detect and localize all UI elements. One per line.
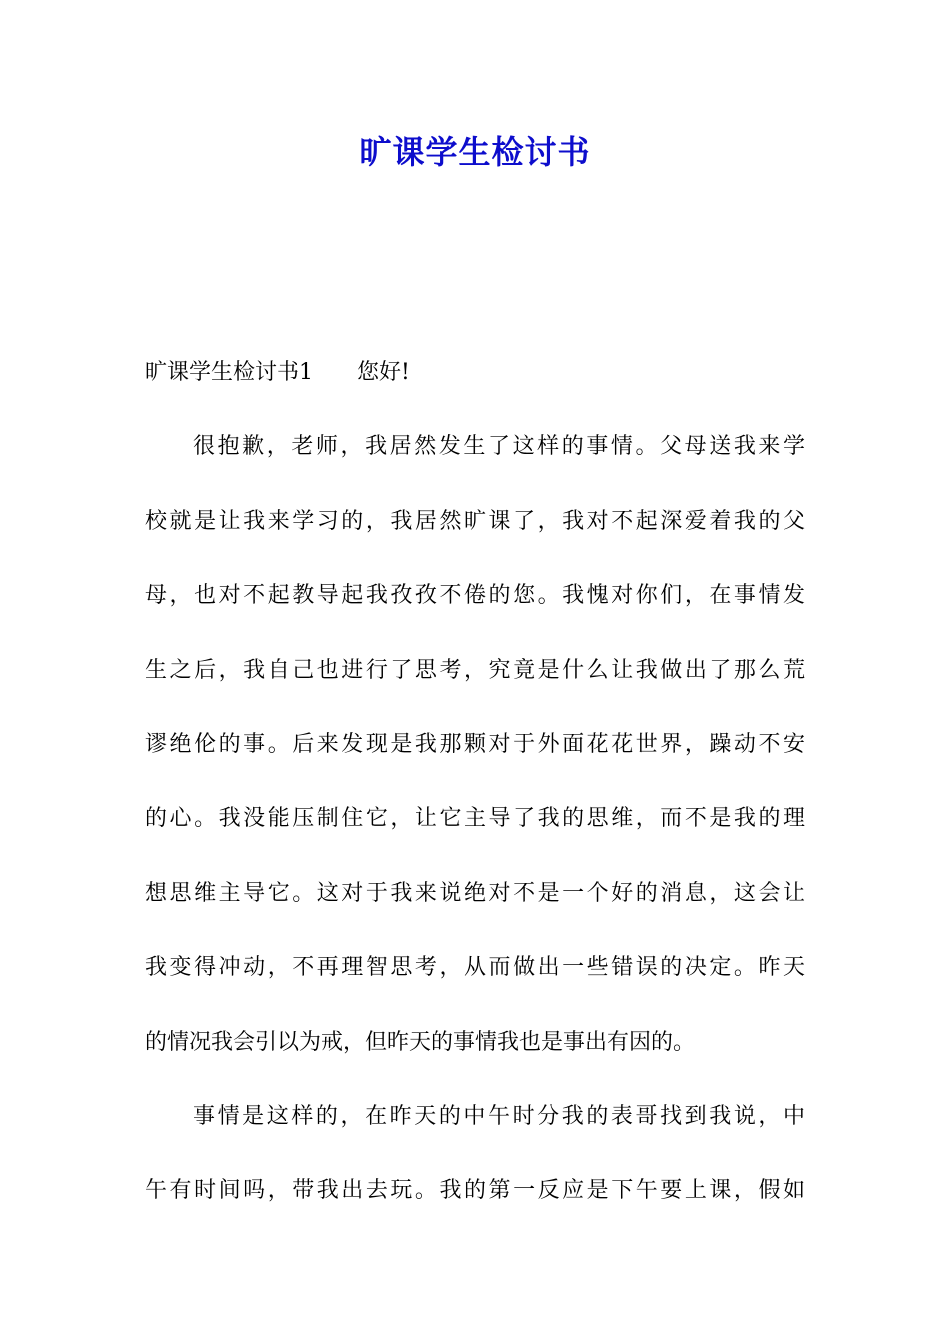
paragraph-line: 母，也对不起教导起我孜孜不倦的您。我愧对你们，在事情发 — [145, 583, 805, 609]
paragraph-line: 校就是让我来学习的，我居然旷课了，我对不起深爱着我的父 — [145, 508, 805, 534]
paragraph-1 — [145, 410, 805, 1080]
paragraph-line: 想思维主导它。这对于我来说绝对不是一个好的消息，这会让 — [145, 880, 805, 906]
heading-line — [145, 336, 805, 410]
paragraph-line: 我变得冲动，不再理智思考，从而做出一些错误的决定。昨天 — [145, 955, 805, 981]
paragraph-line: 午有时间吗，带我出去玩。我的第一反应是下午要上课，假如 — [145, 1178, 805, 1204]
greeting: 您好! — [357, 360, 410, 385]
paragraph-2 — [145, 1080, 805, 1229]
paragraph-line: 事情是这样的，在昨天的中午时分我的表哥找到我说，中 — [193, 1103, 805, 1129]
section-heading: 旷课学生检讨书1 — [145, 360, 313, 385]
paragraph-line: 的心。我没能压制住它，让它主导了我的思维，而不是我的理 — [145, 806, 805, 832]
paragraph-line: 谬绝伦的事。后来发现是我那颗对于外面花花世界，躁动不安 — [145, 731, 805, 757]
document-body — [145, 336, 805, 1229]
document-title: 旷课学生检讨书 — [359, 133, 591, 171]
paragraph-line: 的情况我会引以为戒，但昨天的事情我也是事出有因的。 — [145, 1029, 696, 1055]
paragraph-line: 很抱歉，老师，我居然发生了这样的事情。父母送我来学 — [193, 434, 805, 460]
paragraph-line: 生之后，我自己也进行了思考，究竟是什么让我做出了那么荒 — [145, 657, 805, 683]
